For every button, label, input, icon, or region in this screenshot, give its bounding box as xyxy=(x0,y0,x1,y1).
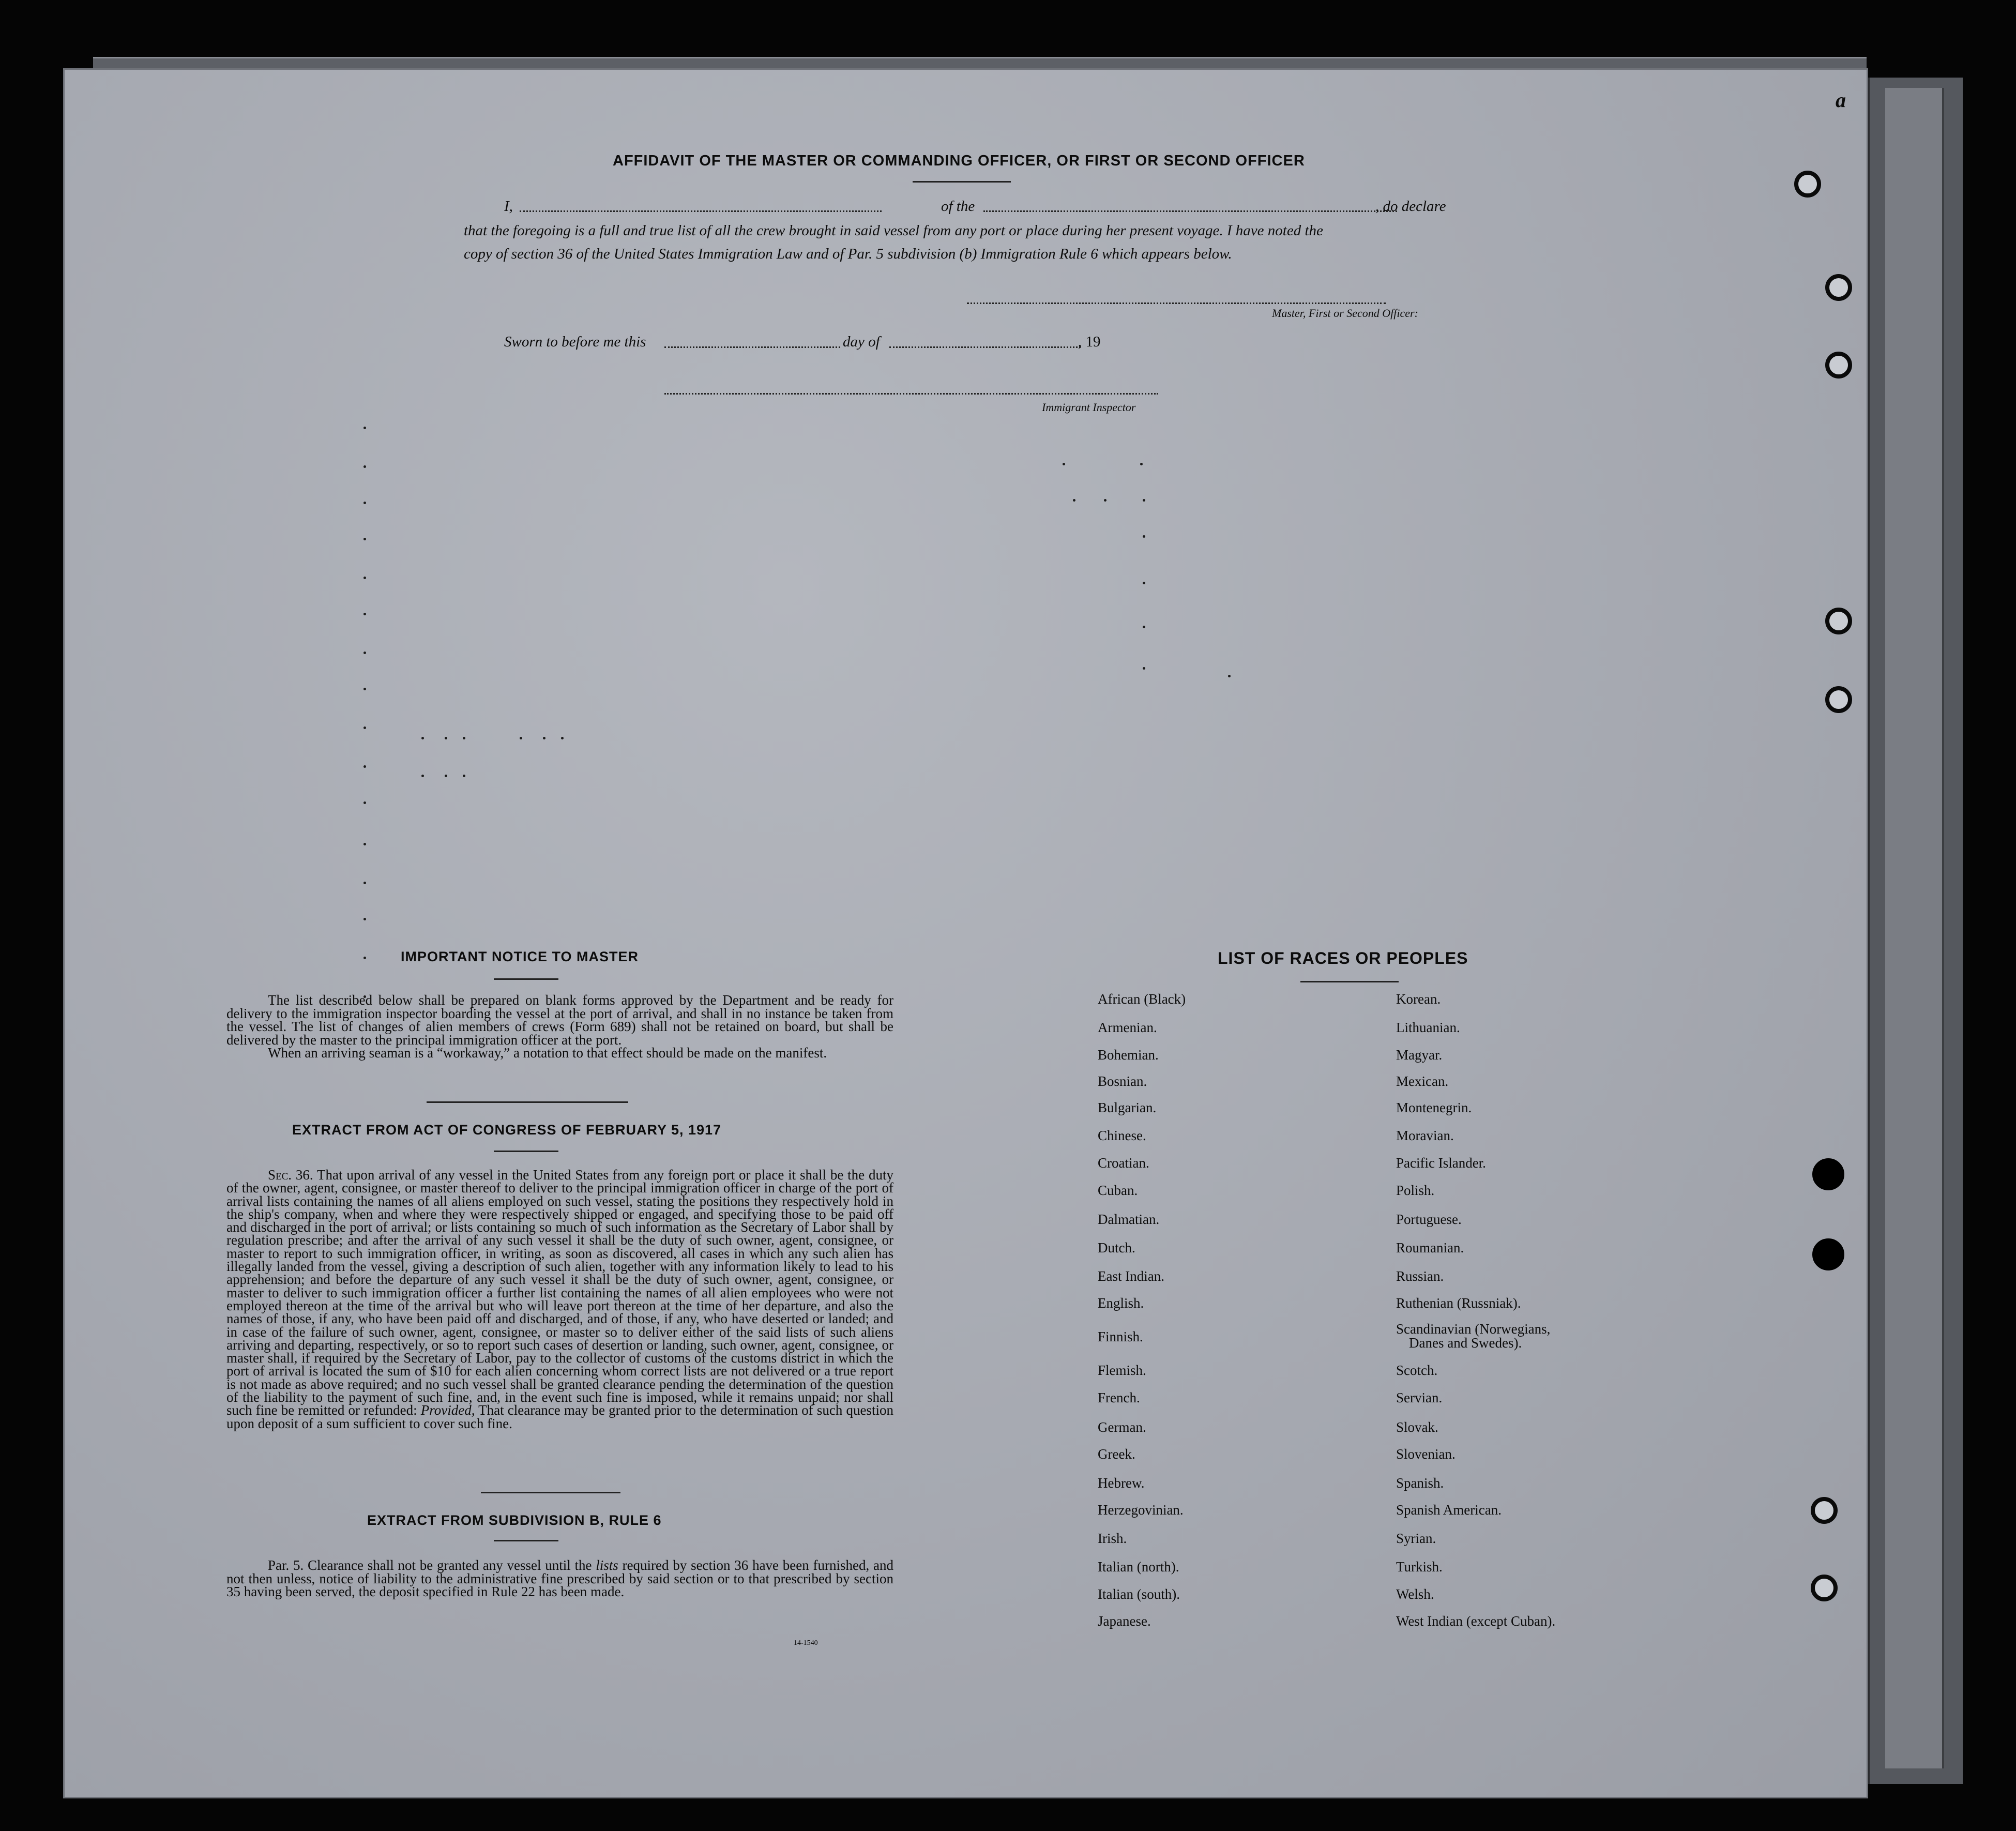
extract-act-body xyxy=(226,1169,893,1430)
page-edge xyxy=(93,57,1867,70)
race-left-item: Italian (south). xyxy=(1098,1586,1180,1602)
form-number: 14-1540 xyxy=(794,1639,818,1647)
race-right-item: Magyar. xyxy=(1396,1047,1443,1063)
race-right-item: Montenegrin. xyxy=(1396,1100,1472,1115)
corner-mark: a xyxy=(1836,88,1846,112)
notice-title: IMPORTANT NOTICE TO MASTER xyxy=(401,949,639,964)
race-right-item: Turkish. xyxy=(1396,1559,1443,1575)
race-right-item: Portuguese. xyxy=(1396,1212,1462,1227)
race-left-item: Bohemian. xyxy=(1098,1047,1159,1063)
extract-act-title-rule xyxy=(494,1151,558,1152)
race-right-item: Mexican. xyxy=(1396,1073,1449,1089)
affidavit-of-the-label: of the xyxy=(941,198,975,215)
section-label: Sec. 36. xyxy=(268,1167,313,1183)
inspector-caption: Immigrant Inspector xyxy=(1042,401,1136,414)
races-title: LIST OF RACES OR PEOPLES xyxy=(1218,949,1468,967)
manifest-page xyxy=(65,70,1867,1797)
sworn-month-blank[interactable] xyxy=(889,346,1081,348)
race-left-item: East Indian. xyxy=(1098,1268,1164,1284)
section-36-text: That upon arrival of any vessel in the United States from any foreign port or place it shall be the duty of the owner, agent, consignee, or master thereof to deliver to the principal immigration officer in charge of the port of arrival lists containing the names of all aliens employed on such vessel, stating the positions they respectively hold in the ship's company, when and where they were respectively shipped or engaged, and specifying those to be paid off and discharged in the port of arrival; or lists containing so much of such information as the Secretary of Labor shall by regulation prescribe; and after the arrival of any such vessel it shall be the duty of such owner, agent, consignee, or master to report to such immigration officer, in writing, as soon as discovered, all cases in which any such alien has illegally landed from the vessel, giving a description of such alien, together with any information likely to lead to his apprehension; and before the departure of any such vessel it shall be the duty of such owner, agent, consignee, or master to deliver to such immigration officer a further list containing the names of all alien employees who were not employed thereon at the time of the arrival but who will leave port thereon at the time of her departure, and also the names of those, if any, who have been paid off and discharged, and of those, if any, who have deserted or landed; and in case of the failure of such owner, agent, consignee, or master so to deliver either of the said lists of such aliens arriving and departing, respectively, or so to report such cases of desertion or landing, such owner, agent, consignee, or master shall, if required by the Secretary of Labor, pay to the collector of customs of the customs district in which the port of arrival is located the sum of $10 for each alien concerning whom correct lists are not delivered or a true report is not made as above required; and no such vessel shall be granted clearance pending the determination of the question of the liability to the payment of such fine, and, in the event such fine is imposed, while it remains unpaid; nor shall such fine be remitted or refunded: xyxy=(226,1167,894,1418)
race-left-item: Irish. xyxy=(1098,1531,1127,1546)
extract-rule-title: EXTRACT FROM SUBDIVISION B, RULE 6 xyxy=(367,1512,662,1528)
race-left-item: Hebrew. xyxy=(1098,1475,1145,1491)
race-right-item: Ruthenian (Russniak). xyxy=(1396,1295,1521,1311)
race-left-item: Finnish. xyxy=(1098,1329,1143,1344)
race-left-item: Armenian. xyxy=(1098,1020,1157,1035)
race-right-item: Roumanian. xyxy=(1396,1240,1464,1255)
master-signature-blank[interactable] xyxy=(967,302,1386,304)
race-left-item: Cuban. xyxy=(1098,1183,1138,1198)
race-right-item: Danes and Swedes). xyxy=(1409,1335,1522,1351)
notice-title-rule xyxy=(494,978,558,980)
race-left-item: Dalmatian. xyxy=(1098,1212,1160,1227)
affidavit-i-label: I, xyxy=(504,198,513,215)
race-right-item: Slovak. xyxy=(1396,1419,1438,1435)
extract-act-title: EXTRACT FROM ACT OF CONGRESS OF FEBRUARY 5, 1917 xyxy=(292,1122,722,1138)
rule-lists-word: lists xyxy=(596,1557,618,1573)
sworn-year: , 19 xyxy=(1078,334,1101,350)
affidavit-vessel-blank[interactable] xyxy=(983,210,1397,212)
extract-rule-title-rule xyxy=(494,1540,558,1541)
race-left-item: Bulgarian. xyxy=(1098,1100,1157,1115)
sworn-day-of: day of xyxy=(843,334,880,350)
race-right-item: Pacific Islander. xyxy=(1396,1155,1486,1171)
binder-hole-filled xyxy=(1812,1158,1844,1190)
race-right-item: West Indian (except Cuban). xyxy=(1396,1613,1556,1629)
race-left-item: Japanese. xyxy=(1098,1613,1151,1629)
race-right-item: Scandinavian (Norwegians, xyxy=(1396,1321,1551,1337)
notice-end-rule xyxy=(427,1101,628,1103)
race-right-item: Scotch. xyxy=(1396,1363,1438,1378)
affidavit-title: AFFIDAVIT OF THE MASTER OR COMMANDING OFFICER, OR FIRST OR SECOND OFFICER xyxy=(613,153,1305,169)
race-right-item: Spanish American. xyxy=(1396,1502,1502,1518)
race-left-item: Flemish. xyxy=(1098,1363,1146,1378)
race-left-item: Dutch. xyxy=(1098,1240,1135,1255)
sworn-date-blank[interactable] xyxy=(664,346,840,348)
race-left-item: German. xyxy=(1098,1419,1146,1435)
inspector-signature-blank[interactable] xyxy=(664,393,1158,395)
race-left-item: Greek. xyxy=(1098,1446,1135,1462)
race-right-item: Russian. xyxy=(1396,1268,1444,1284)
race-right-item: Moravian. xyxy=(1396,1128,1454,1143)
race-right-item: Slovenian. xyxy=(1396,1446,1456,1462)
affidavit-title-rule xyxy=(913,181,1011,183)
race-left-item: Chinese. xyxy=(1098,1128,1146,1143)
race-right-item: Korean. xyxy=(1396,991,1441,1007)
affidavit-do-declare: , do declare xyxy=(1375,198,1446,215)
binder-strip xyxy=(1867,78,1963,1784)
binder-hole xyxy=(1811,1575,1838,1601)
race-right-item: Syrian. xyxy=(1396,1531,1436,1546)
affidavit-line-2: that the foregoing is a full and true list of all the crew brought in said vessel from any port or place during her present voyage. I have noted the xyxy=(464,222,1323,239)
rule-text-b: required by section 36 have been furnished, and not then unless, notice of liability to the administrative fine prescribed by said section or to that prescribed by section 35 having been served, the deposit specified in Rule 22 has been made. xyxy=(226,1557,894,1599)
race-right-item: Lithuanian. xyxy=(1396,1020,1460,1035)
race-left-item: French. xyxy=(1098,1390,1140,1405)
binder-hole xyxy=(1811,1497,1838,1524)
race-right-item: Servian. xyxy=(1396,1390,1443,1405)
section-36-tail: That clearance may be granted prior to the determination of such question upon deposit of a sum sufficient to cover such fine. xyxy=(226,1402,894,1431)
race-right-item: Spanish. xyxy=(1396,1475,1444,1491)
binder-hole xyxy=(1825,274,1852,301)
race-left-item: African (Black) xyxy=(1098,991,1186,1007)
extract-rule-body xyxy=(226,1559,893,1599)
affidavit-line-3: copy of section 36 of the United States Immigration Law and of Par. 5 subdivision (b) Immigration Rule 6 which appears below. xyxy=(464,246,1232,262)
extract-rule-top-rule xyxy=(481,1492,620,1493)
race-right-item: Polish. xyxy=(1396,1183,1435,1198)
affidavit-name-blank[interactable] xyxy=(520,210,882,212)
rule-text-a: Par. 5. Clearance shall not be granted any vessel until the xyxy=(268,1557,592,1573)
binder-hole-filled xyxy=(1812,1238,1844,1270)
notice-paragraph-1: The list described below shall be prepared on blank forms approved by the Department and be ready for delivery to the immigration inspector boarding the vessel at the port of arrival, and shall in no instance be taken from the vessel. The list of changes of alien members of crews (Form 689) shall not be retained on board, but shall be delivered by the master to the principal immigration officer at the port. xyxy=(226,992,893,1048)
notice-body xyxy=(226,994,893,1060)
race-left-item: English. xyxy=(1098,1295,1144,1311)
binder-hole xyxy=(1794,171,1821,198)
races-title-rule xyxy=(1300,981,1399,982)
sworn-prefix: Sworn to before me this xyxy=(504,334,646,350)
race-left-item: Bosnian. xyxy=(1098,1073,1147,1089)
binder-hole xyxy=(1825,686,1852,713)
binder-hole xyxy=(1825,608,1852,634)
race-right-item: Welsh. xyxy=(1396,1586,1434,1602)
master-signature-caption: Master, First or Second Officer: xyxy=(1272,307,1418,320)
race-left-item: Croatian. xyxy=(1098,1155,1149,1171)
provided-word: Provided, xyxy=(420,1402,475,1418)
race-left-item: Herzegovinian. xyxy=(1098,1502,1184,1518)
binder-hole xyxy=(1825,352,1852,379)
notice-paragraph-2: When an arriving seaman is a “workaway,” a notation to that effect should be made on the manifest. xyxy=(268,1045,827,1061)
race-left-item: Italian (north). xyxy=(1098,1559,1179,1575)
